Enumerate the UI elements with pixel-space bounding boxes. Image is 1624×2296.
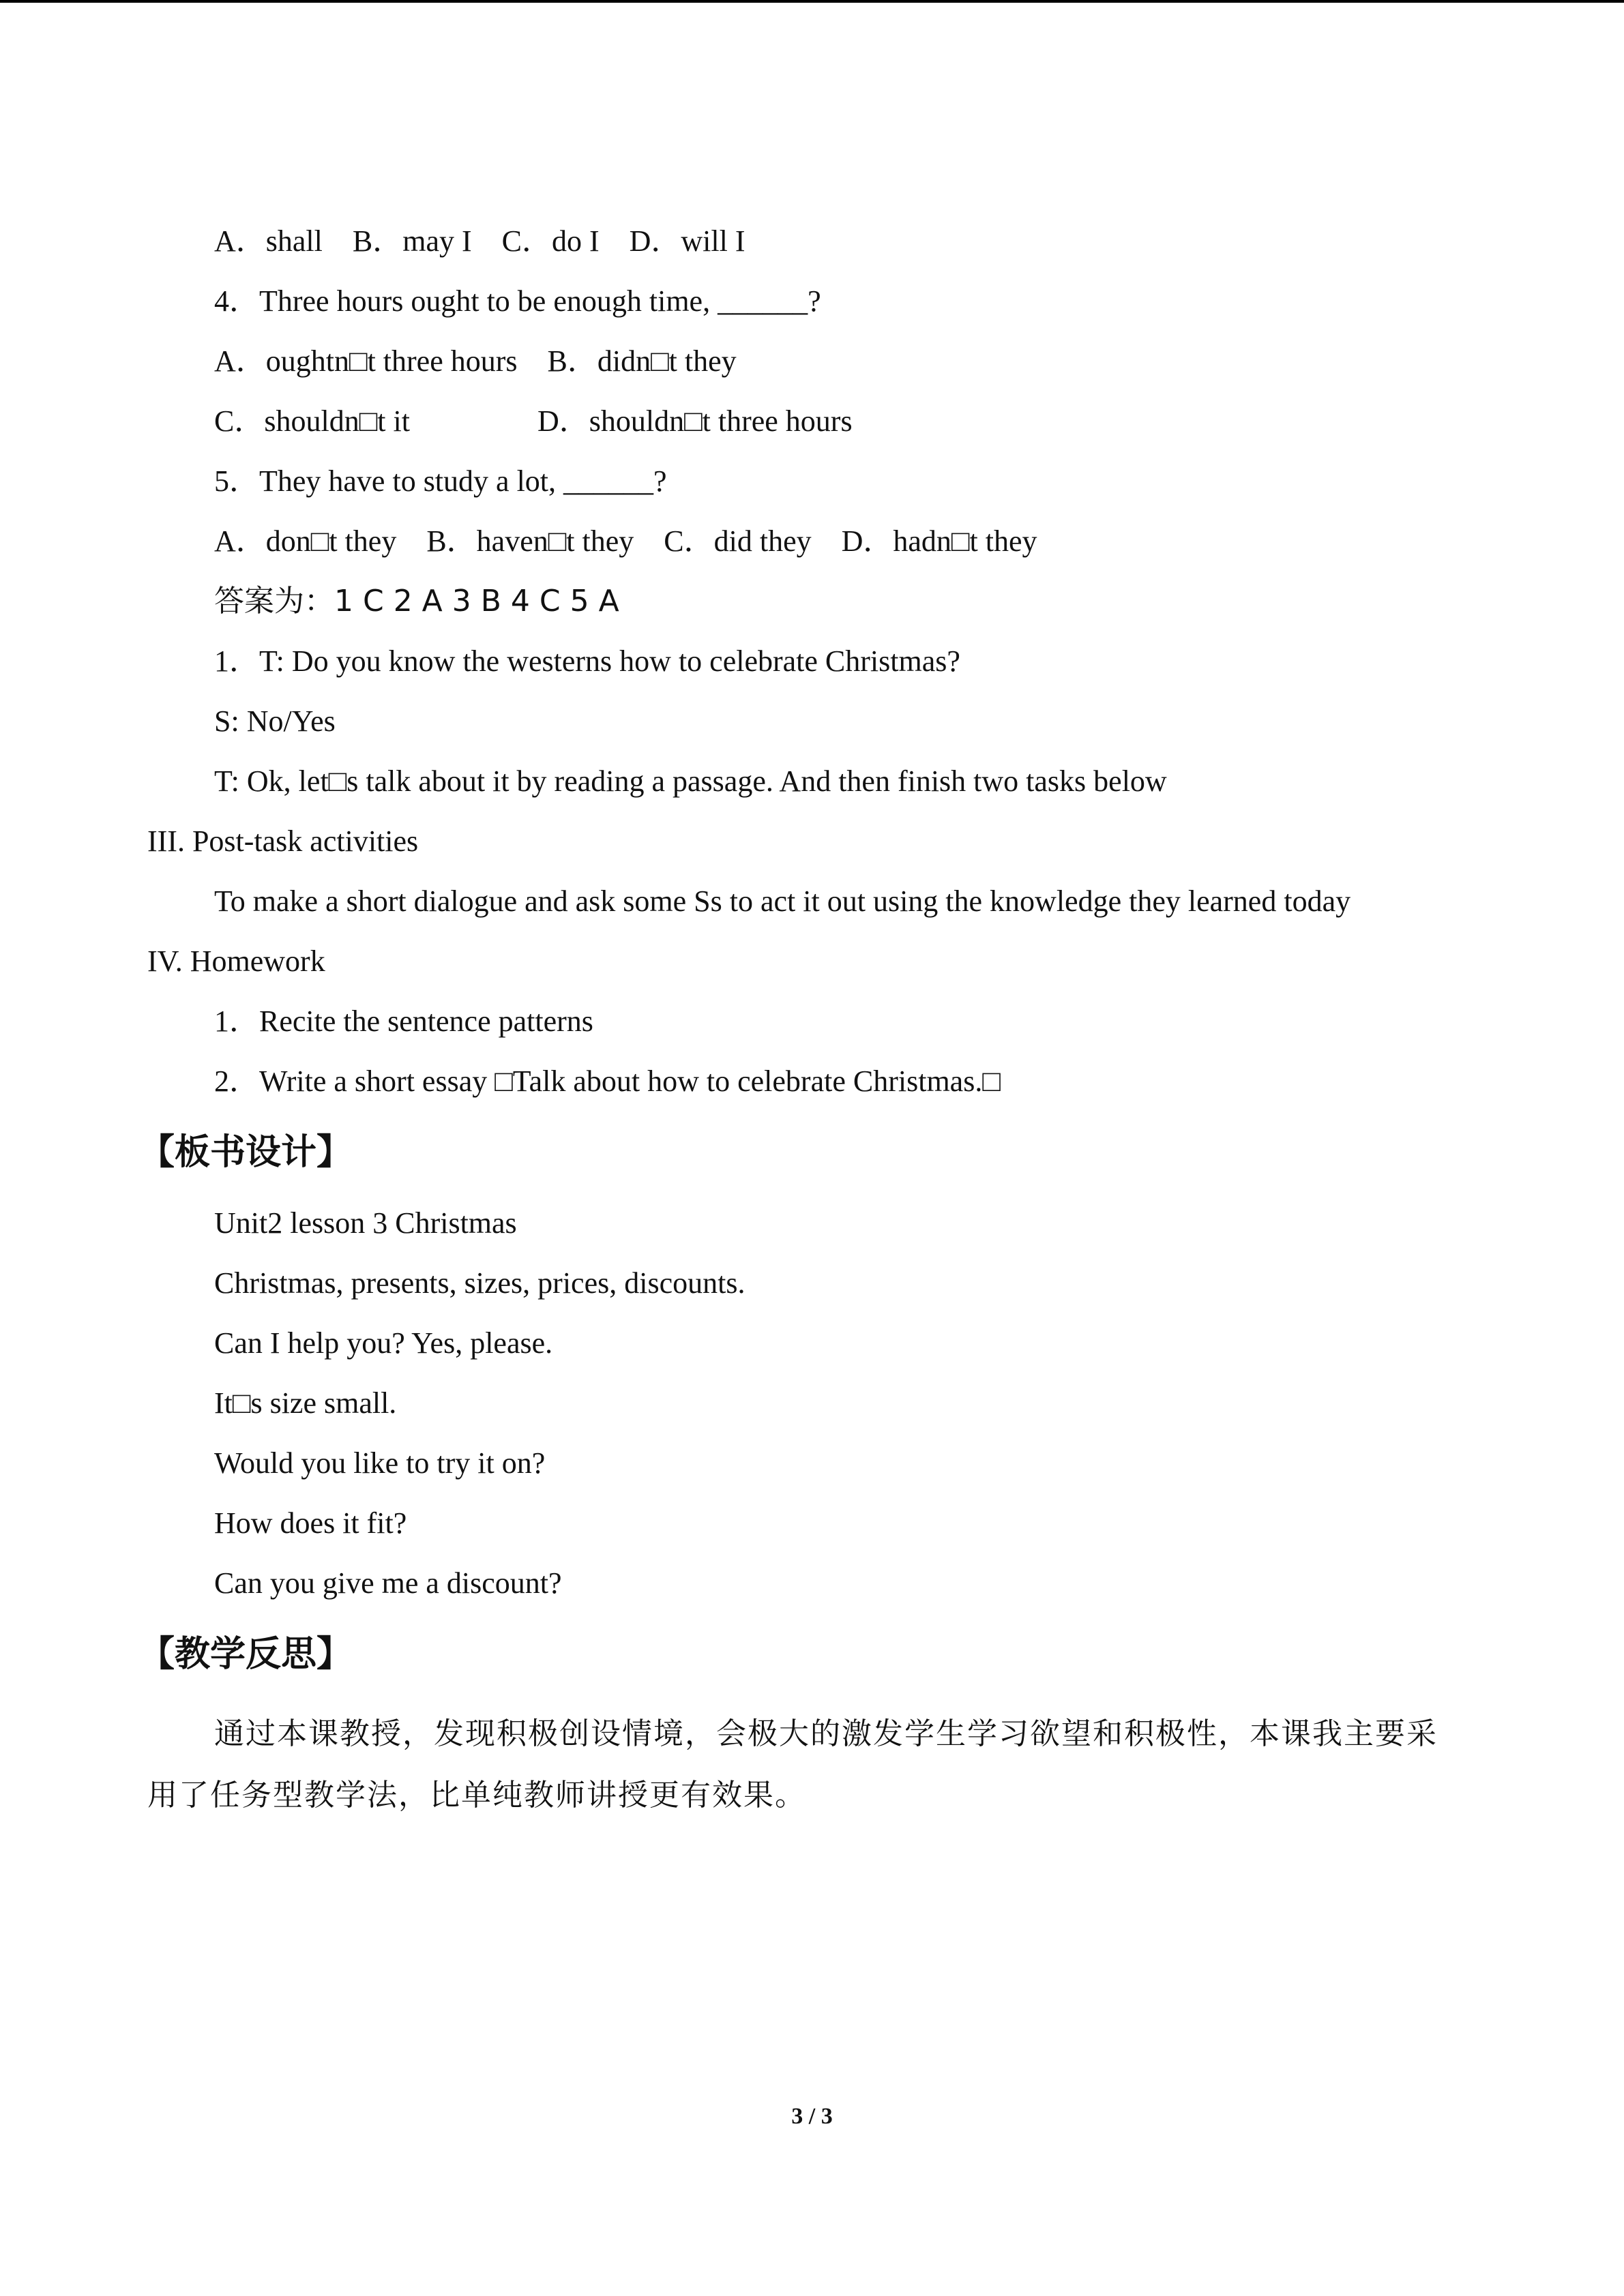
section-post-task-text: To make a short dialogue and ask some Ss to act it out using the knowledge they learned today bbox=[214, 884, 1351, 918]
board-line: It□s size small. bbox=[214, 1386, 397, 1420]
section-post-task-title: III. Post-task activities bbox=[147, 824, 419, 858]
question-5-options: A．don□t they B．haven□t they C．did they D．hadn□t they bbox=[214, 524, 1037, 558]
question-5: 5．They have to study a lot, ______? bbox=[214, 464, 667, 498]
document-body bbox=[139, 211, 1484, 1826]
board-line: Would you like to try it on? bbox=[214, 1446, 546, 1480]
page-number: 3 / 3 bbox=[791, 2104, 833, 2129]
student-answer: S: No/Yes bbox=[214, 704, 336, 738]
board-line: Christmas, presents, sizes, prices, discounts. bbox=[214, 1266, 745, 1300]
question-4-options-ab: A．oughtn□t three hours B．didn□t they bbox=[214, 344, 737, 378]
board-line: How does it fit? bbox=[214, 1506, 407, 1540]
board-line: Unit2 lesson 3 Christmas bbox=[214, 1206, 517, 1240]
homework-item: 2．Write a short essay □Talk about how to celebrate Christmas.□ bbox=[214, 1064, 1001, 1098]
reflection-heading: 【教学反思】 bbox=[139, 1634, 353, 1675]
question-4: 4．Three hours ought to be enough time, ______? bbox=[214, 284, 821, 318]
top-border-rule bbox=[0, 0, 1624, 3]
answer-key: 答案为：1 C 2 A 3 B 4 C 5 A bbox=[214, 584, 619, 618]
teacher-instruction: T: Ok, let□s talk about it by reading a passage. And then finish two tasks below bbox=[214, 764, 1167, 798]
question-3-options: A．shall B．may I C．do I D．will I bbox=[214, 224, 745, 258]
board-design-heading: 【板书设计】 bbox=[139, 1132, 353, 1173]
teacher-question: 1．T: Do you know the westerns how to celebrate Christmas? bbox=[214, 644, 960, 678]
homework-item: 1．Recite the sentence patterns bbox=[214, 1004, 593, 1038]
reflection-paragraph: 通过本课教授，发现积极创设情境，会极大的激发学生学习欲望和积极性，本课我主要采用了任务型教学法，比单纯教师讲授更有效果。 bbox=[147, 1716, 1438, 1813]
question-4-options-cd: C．shouldn□t it D．shouldn□t three hours bbox=[214, 404, 853, 438]
board-line: Can I help you? Yes, please. bbox=[214, 1326, 553, 1360]
board-line: Can you give me a discount? bbox=[214, 1566, 562, 1600]
section-homework-title: IV. Homework bbox=[147, 944, 325, 978]
